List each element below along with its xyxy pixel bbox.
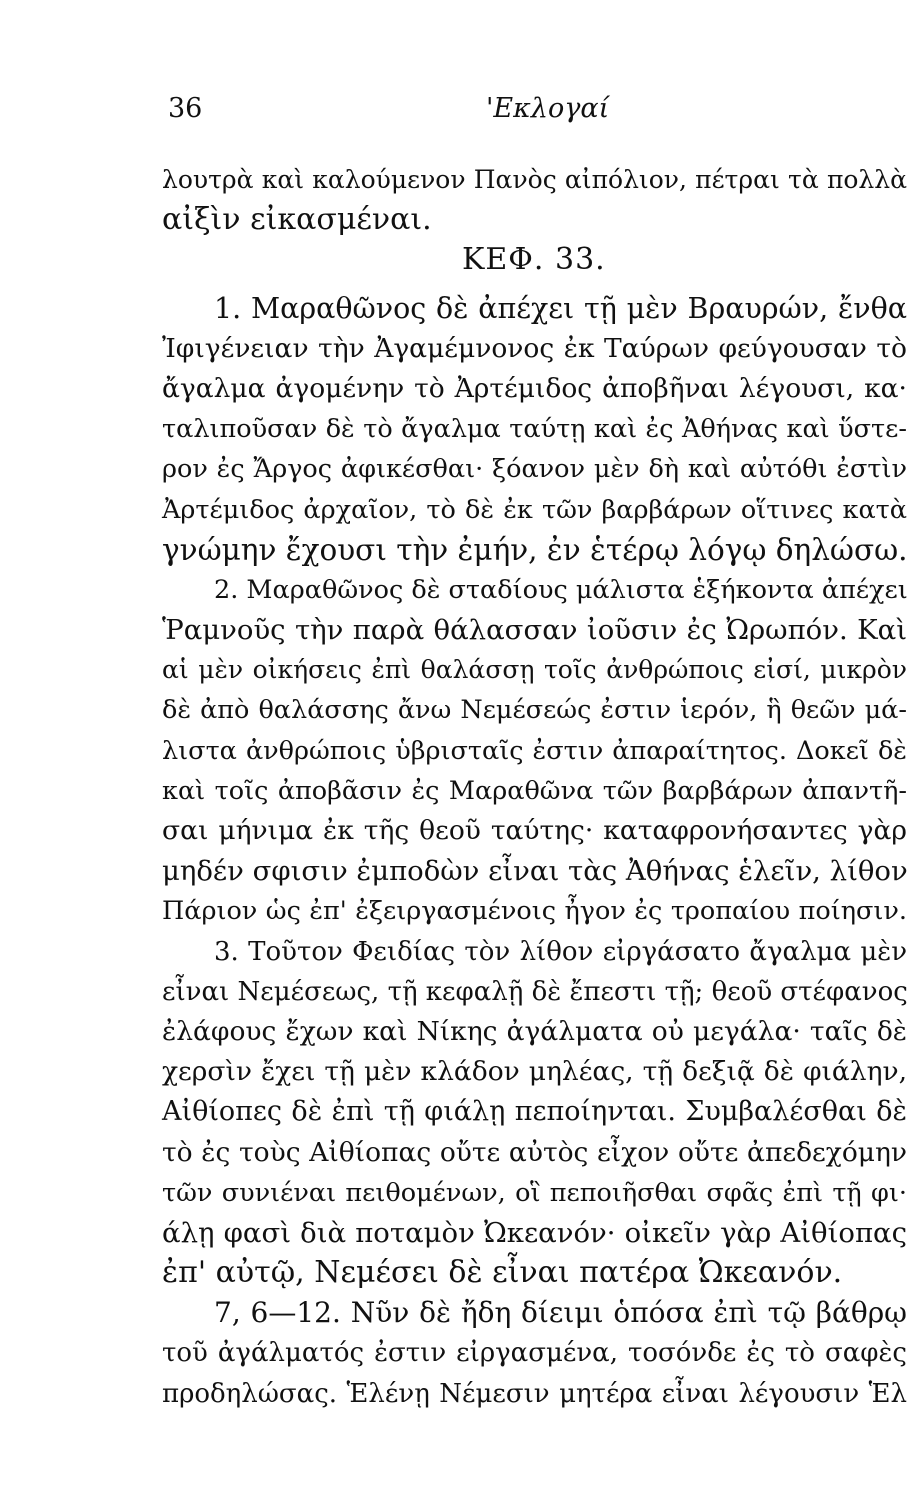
text-line: ρον ἐς Ἄργος ἀφικέσθαι· ξόανον μὲν δὴ καὶ αὐτόθι ἐστὶν	[162, 454, 907, 485]
text-line: Πάριον ὡς ἐπ' ἐξειργασμένοις ἦγον ἐς τροπαίου ποίησιν.	[162, 896, 907, 927]
text-line: μηδέν σφισιν ἐμποδὼν εἶναι τὰς Ἀθήνας ἑλεῖν, λίθον	[162, 855, 908, 888]
running-title: 'Εκλογαί	[486, 93, 610, 124]
text-line: Αἰθίοπες δὲ ἐπὶ τῇ φιάλῃ πεποίηνται. Συμβαλέσθαι δὲ	[162, 1096, 907, 1128]
text-line: Ἀρτέμιδος ἀρχαῖον, τὸ δὲ ἐκ τῶν βαρβάρων οἵτινες κατὰ	[162, 494, 907, 525]
text-line: τὸ ἐς τοὺς Αἰθίοπας οὔτε αὐτὸς εἶχον οὔτε ἀπεδεχόμην	[162, 1136, 907, 1168]
text-line: εἶναι Νεμέσεως, τῇ κεφαλῇ δὲ ἔπεστι τῇ; θεοῦ στέφανος	[162, 976, 908, 1007]
page-number: 36	[168, 93, 203, 124]
body-text	[162, 160, 907, 1414]
text-line: δὲ ἀπὸ θαλάσσης ἄνω Νεμέσεώς ἐστιν ἱερόν, ἣ θεῶν μά-	[162, 695, 907, 726]
text-line: γνώμην ἔχουσι τὴν ἐμήν, ἐν ἑτέρῳ λόγῳ δηλώσω.	[162, 532, 908, 567]
text-line: ἄγαλμα ἀγομένην τὸ Ἀρτέμιδος ἀποβῆναι λέγουσι, κα·	[162, 372, 907, 404]
chapter-heading: ΚΕΦ. 33.	[462, 242, 606, 278]
text-line: λιστα ἀνθρώποις ὑβρισταῖς ἐστιν ἀπαραίτητος. Δοκεῖ δὲ	[162, 735, 907, 766]
text-line: χερσὶν ἔχει τῇ μὲν κλάδον μηλέας, τῇ δεξιᾷ δὲ φιάλην,	[162, 1056, 907, 1088]
text-line: άλῃ φασὶ διὰ ποταμὸν Ὠκεανόν· οἰκεῖν γὰρ Αἰθίοπας	[162, 1216, 907, 1249]
paragraph-start-line: 2. Μαραθῶνος δὲ σταδίους μάλιστα ἑξήκοντα ἀπέχει	[214, 574, 908, 605]
running-head	[168, 93, 908, 129]
paragraph-start-line: 7, 6—12. Νῦν δὲ ἤδη δίειμι ὁπόσα ἐπὶ τῷ βάθρῳ	[214, 1296, 907, 1330]
text-line: αἰξὶν εἰκασμέναι.	[162, 202, 432, 238]
text-line: Ῥαμνοῦς τὴν παρὰ θάλασσαν ἰοῦσιν ἐς Ὠρωπόν. Καὶ	[162, 614, 907, 647]
paragraph-start-line: 1. Μαραθῶνος δὲ ἀπέχει τῇ μὲν Βραυρών, ἔνθα	[214, 291, 907, 325]
text-line: καὶ τοῖς ἀποβᾶσιν ἐς Μαραθῶνα τῶν βαρβάρων ἀπαντῆ-	[162, 775, 907, 806]
text-line: ταλιποῦσαν δὲ τὸ ἄγαλμα ταύτῃ καὶ ἐς Ἀθήνας καὶ ὕστε-	[162, 414, 907, 445]
text-line: ἐλάφους ἔχων καὶ Νίκης ἀγάλματα οὐ μεγάλα· ταῖς δὲ	[162, 1015, 907, 1047]
text-line: λουτρὰ καὶ καλούμενον Πανὸς αἰπόλιον, πέτραι τὰ πολλὰ	[162, 165, 907, 194]
paragraph-start-line: 3. Τοῦτον Φειδίας τὸν λίθον εἰργάσατο ἄγαλμα μὲν	[214, 936, 907, 967]
text-line: προδηλώσας. Ἑλένῃ Νέμεσιν μητέρα εἶναι λέγουσιν Ἑλ	[162, 1378, 907, 1409]
text-line: σαι μήνιμα ἐκ τῆς θεοῦ ταύτης· καταφρονήσαντες γὰρ	[162, 815, 907, 846]
text-line: τοῦ ἀγάλματός ἐστιν εἰργασμένα, τοσόνδε ἐς τὸ σαφὲς	[162, 1338, 907, 1369]
text-line: αἱ μὲν οἰκήσεις ἐπὶ θαλάσσῃ τοῖς ἀνθρώποις εἰσί, μικρὸν	[162, 655, 907, 685]
spacer	[162, 281, 907, 289]
text-line: Ἰφιγένειαν τὴν Ἀγαμέμνονος ἐκ Ταύρων φεύγουσαν τὸ	[162, 332, 907, 364]
text-line: τῶν συνιέναι πειθομένων, οἳ πεποιῆσθαι σφᾶς ἐπὶ τῇ φι·	[162, 1177, 907, 1208]
text-line: ἐπ' αὐτῷ, Νεμέσει δὲ εἶναι πατέρα Ὠκεανόν.	[162, 1255, 843, 1291]
